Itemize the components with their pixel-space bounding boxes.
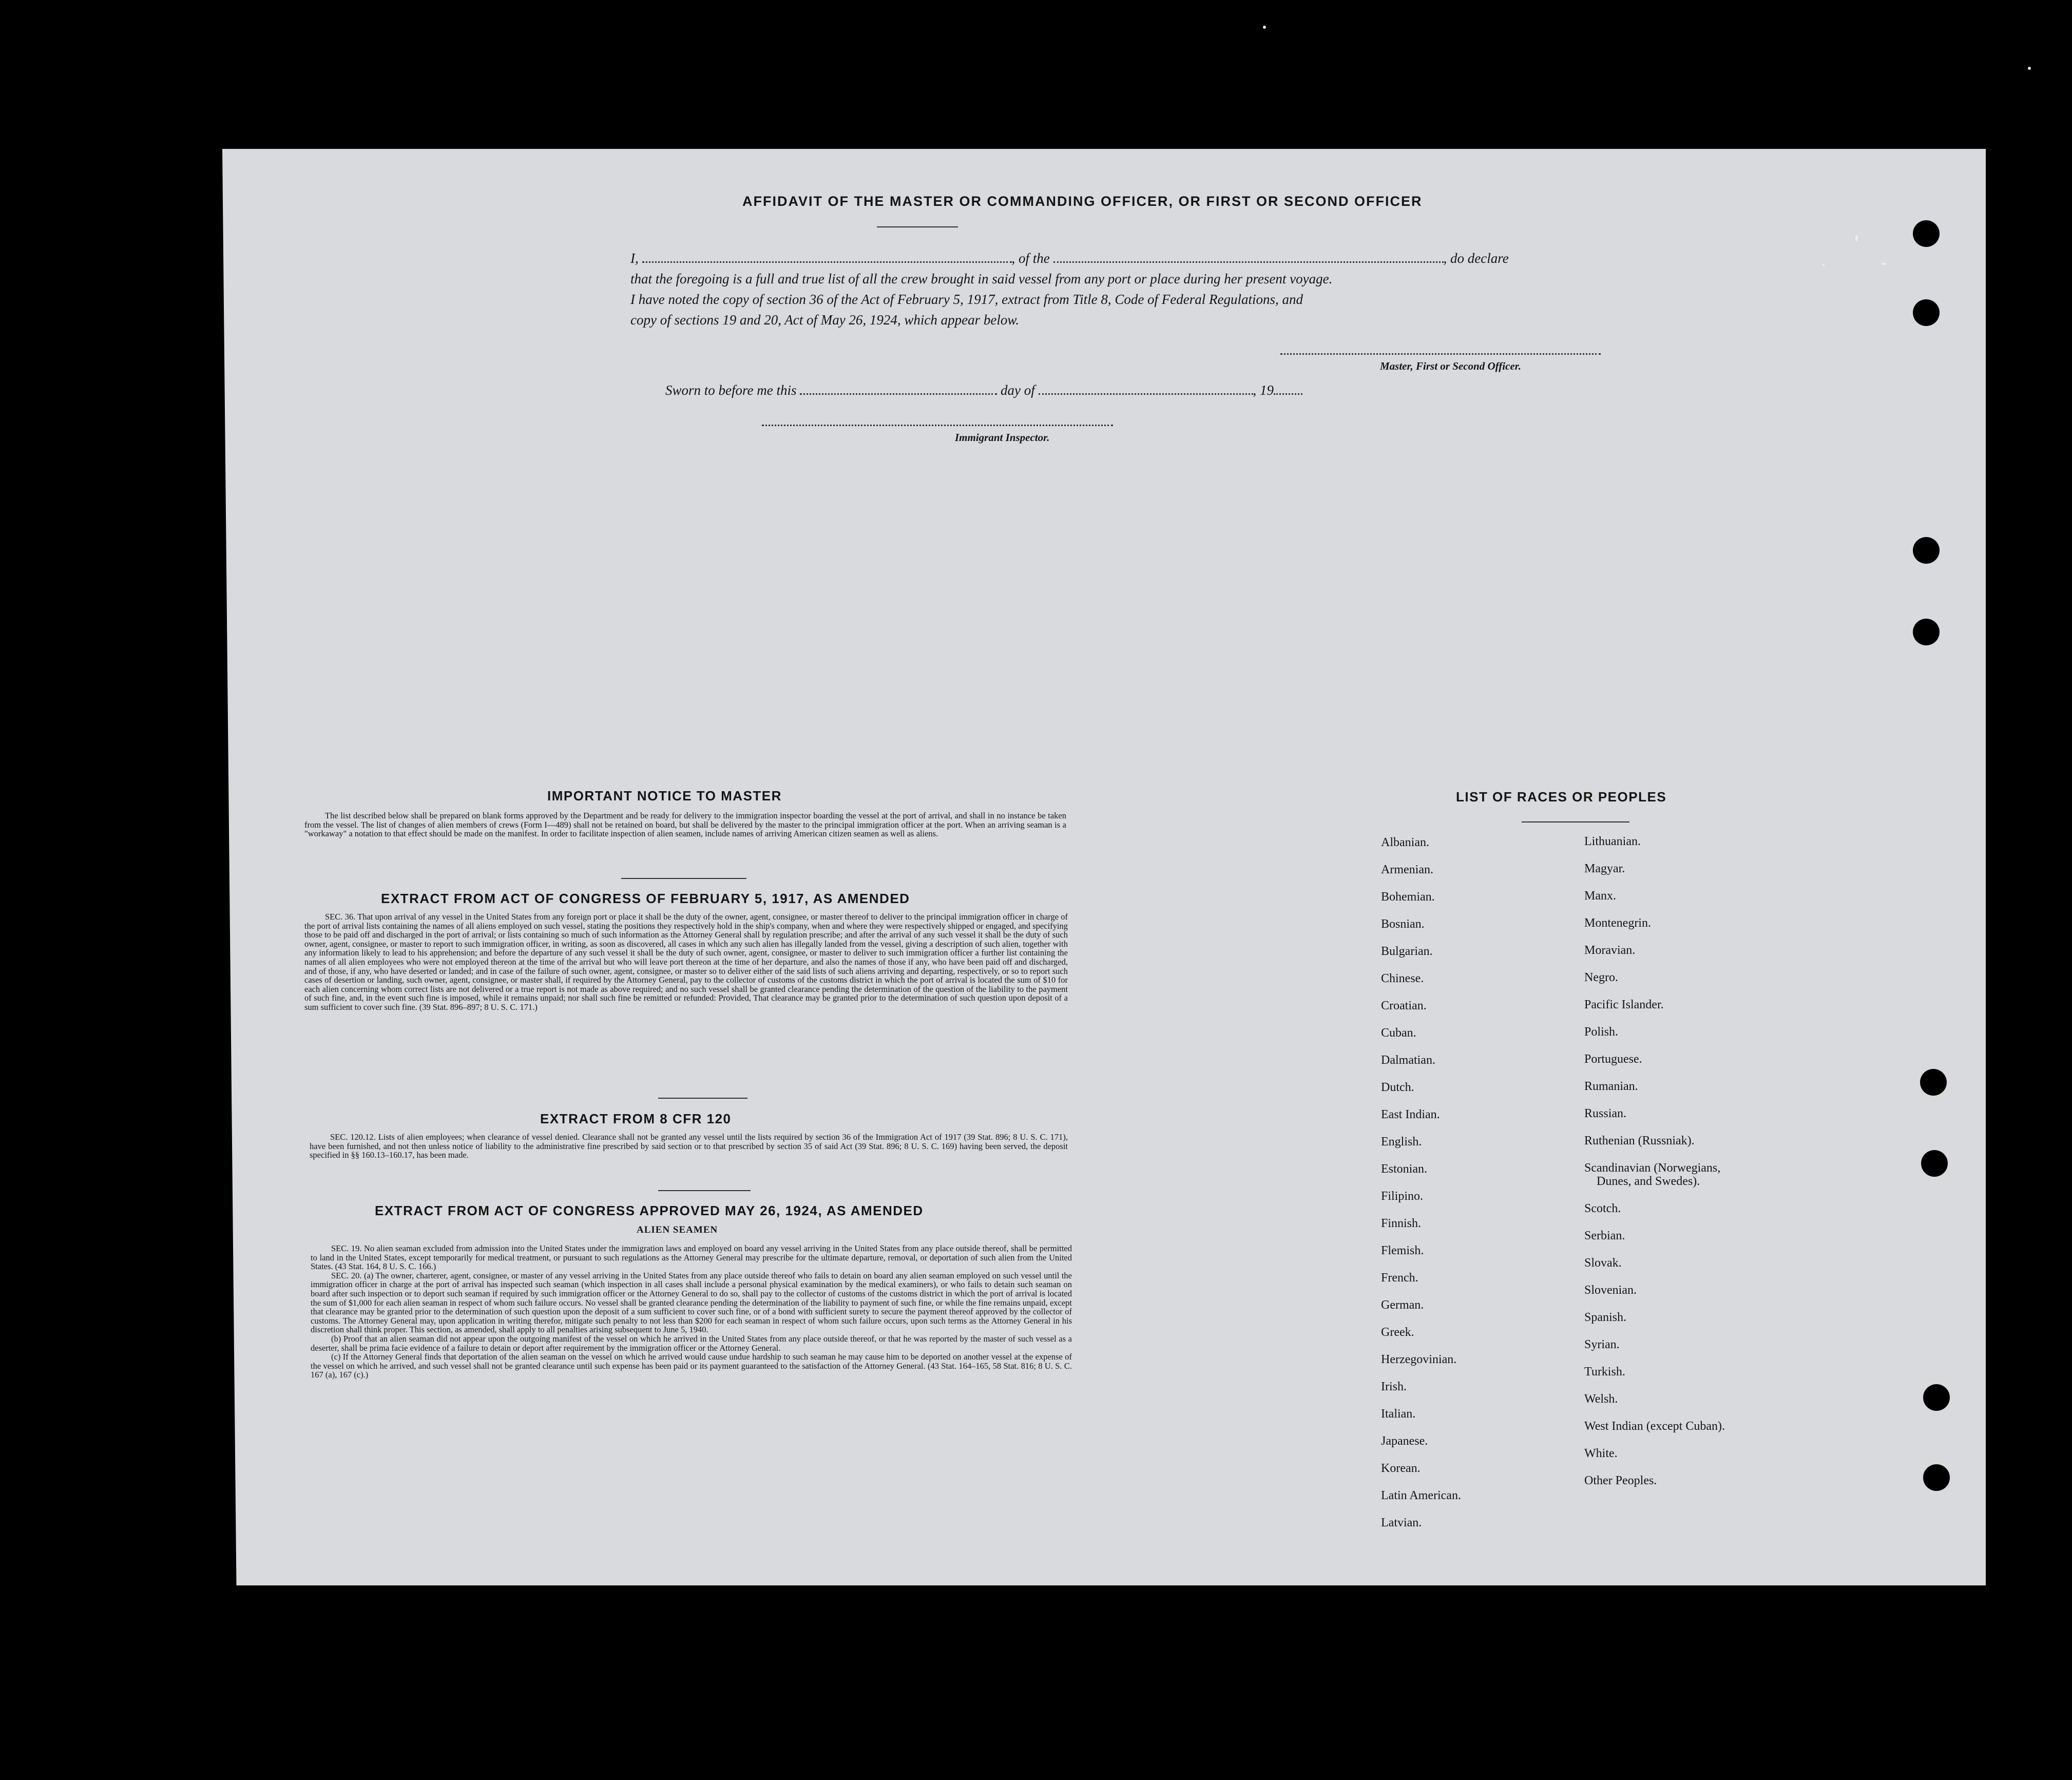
notice-text — [304, 811, 1066, 838]
race-item: Slovak. — [1584, 1256, 1622, 1270]
race-item: Serbian. — [1584, 1229, 1625, 1242]
race-item: Russian. — [1584, 1107, 1627, 1120]
race-item: Armenian. — [1381, 863, 1433, 876]
race-item: Portuguese. — [1584, 1052, 1642, 1066]
notice-title: IMPORTANT NOTICE TO MASTER — [547, 788, 782, 803]
affidavit-line-1 — [630, 248, 1602, 269]
divider — [658, 1190, 751, 1191]
dust-speck — [1263, 26, 1266, 29]
affidavit-declare-label: , do declare — [1443, 251, 1509, 266]
race-item: Dalmatian. — [1381, 1054, 1435, 1067]
master-caption: Master, First or Second Officer. — [1380, 360, 1521, 372]
section-120-12-paragraph: SEC. 120.12. Lists of alien employees; when clearance of vessel denied. Clearance shall not be granted any vessel until the lists required by section 36 of the Immigration Act of 1917 (39 Stat. 896; 8 U. S. C. 171), have been furnished, and not then unless notice of liability to the administrative fine prescribed by said section or to that prescribed by section 35 of said Act (39 Stat. 896; 8 U. S. C. 169) having been served, the deposit specified in §§ 160.13–160.17, has been made. — [310, 1132, 1068, 1160]
affidavit-body — [630, 248, 1602, 330]
affidavit-i-label: I, — [630, 251, 639, 266]
section-20a-paragraph: SEC. 20. (a) The owner, charterer, agent, consignee, or master of any vessel arriving in the United States from any place outside thereof who fails to detain on board any alien seaman employed on such vessel until the immigration officer in charge at the port of arrival has inspected such seaman (which inspection in all cases shall include a personal physical examination by the medical examiners), or who fails to detain such seaman on board after such inspection or to deport such seaman if required by such immigration officer or the Attorney General to do so, shall pay to the collector of customs of the customs district in which the port of arrival is located the sum of $1,000 for each alien seaman in respect of whom such failure occurs. No vessel shall be granted clearance pending the determination of the liability to payment of such fine, or while the fine remains unpaid, except that clearance may be granted prior to the determination of such question upon the deposit of a sum sufficient to cover such fine, or of a bond with sufficient surety to secure the payment thereof approved by the collector of customs. The Attorney General may, upon application in writing therefor, mitigate such penalty to not less than $200 for each seaman in respect of whom such failure occurs, upon such terms as the Attorney General in his discretion shall think proper. This section, as amended, shall apply to all penalties arising subsequent to June 5, 1940. — [311, 1270, 1072, 1335]
punch-hole — [1913, 537, 1940, 564]
year-label: , 19 — [1253, 382, 1274, 398]
race-item: Korean. — [1381, 1462, 1421, 1475]
race-item: Scotch. — [1584, 1202, 1621, 1215]
dust-speck — [2028, 67, 2031, 70]
race-item: Bohemian. — [1381, 890, 1435, 904]
sworn-day-blank[interactable] — [800, 386, 997, 395]
punch-hole — [1923, 1384, 1950, 1411]
race-item: Filipino. — [1381, 1190, 1424, 1203]
race-item: Manx. — [1584, 889, 1616, 903]
sworn-row — [665, 380, 1435, 400]
extract-1917-title: EXTRACT FROM ACT OF CONGRESS OF FEBRUARY 5, 1917, AS AMENDED — [381, 891, 910, 906]
race-item: West Indian (except Cuban). — [1584, 1420, 1725, 1433]
race-item: Dunes, and Swedes). — [1597, 1175, 1700, 1188]
races-right-column — [1584, 828, 1725, 1495]
extract-cfr-title: EXTRACT FROM 8 CFR 120 — [540, 1111, 732, 1126]
divider — [658, 1098, 747, 1099]
race-item: White. — [1584, 1447, 1618, 1460]
race-item: Cuban. — [1381, 1026, 1416, 1040]
section-36-paragraph: SEC. 36. That upon arrival of any vessel in the United States from any foreign port or place it shall be the duty of the owner, agent, consignee, or master thereof to deliver to the principal immigration officer in charge of the port of arrival lists containing the names of all aliens employed on such vessel, stating the positions they respectively hold in the ship's company, when and where they were respectively shipped or engaged, and specifying those to be paid off and discharged in the port of arrival; or lists containing so much of such information as the Attorney General shall by regulation prescribe; and after the arrival of any such vessel it shall be the duty of such owner, agent, consignee, or master to report to such immigration officer, in writing, as soon as discovered, all cases in which any such alien has illegally landed from the vessel, giving a description of such alien, together with any information likely to lead to his apprehension; and before the departure of any such vessel it shall be the duty of such owner, agent, consignee, or master to deliver to such immigration officer a further list containing the names of all alien employees who were not employed thereon at the time of the arrival but who will leave port thereon at the time of her departure, and also the names of those if any, who have been paid off and discharged, and of those, if any, who have deserted or landed; and in case of the failure of such owner, agent, consignee, or master so to deliver either of the said lists of such aliens arriving and departing, respectively, or so to report such cases of desertion or landing, such owner, agent, consignee, or master shall, if required by the Attorney General, pay to the collector of customs of the customs district in which the port of arrival is located the sum of $10 for each alien concerning whom correct lists are not delivered or a true report is not made as above required; and no such vessel shall be granted clearance pending the determination of the question of the liability to the payment of such fine, and, in the event such fine is imposed, while it remains unpaid; nor shall such fine be remitted or refunded: Provided, That clearance may be granted prior to the determination of such question upon deposit of a sum sufficient to cover such fine. (39 Stat. 896–897; 8 U. S. C. 171.) — [304, 912, 1068, 1012]
divider — [1522, 821, 1629, 822]
extract-1917-text — [304, 912, 1068, 1012]
race-item: Syrian. — [1584, 1338, 1620, 1351]
sworn-month-blank[interactable] — [1039, 386, 1253, 395]
punch-hole — [1923, 1464, 1950, 1491]
race-item: Irish. — [1381, 1380, 1407, 1393]
race-item: Chinese. — [1381, 972, 1424, 985]
section-20b-paragraph: (b) Proof that an alien seaman did not appear upon the outgoing manifest of the vessel on which he arrived in the United States from any place outside thereof, or that he was reported by the master of such vessel as a deserter, shall be prima facie evidence of a failure to detain or deport after requirement by the immigration officer or the Attorney General. — [311, 1333, 1072, 1353]
race-item: Bosnian. — [1381, 917, 1425, 931]
day-of-label: day of — [1001, 382, 1035, 398]
punch-hole — [1920, 1069, 1947, 1096]
section-19-paragraph: SEC. 19. No alien seaman excluded from admission into the United States under the immigration laws and employed on board any vessel arriving in the United States from any place outside thereof, shall be permitted to land in the United States, except temporarily for medical treatment, or pursuant to such regulations as the Attorney General may prescribe for the ultimate departure, removal, or deportation of such alien from the United States. (43 Stat. 164, 8 U. S. C. 166.) — [311, 1243, 1072, 1272]
race-item: Rumanian. — [1584, 1080, 1638, 1093]
race-item: German. — [1381, 1298, 1424, 1312]
notice-paragraph: The list described below shall be prepared on blank forms approved by the Department and be ready for delivery to the immigration inspector boarding the vessel at the port of arrival, and shall in no instance be taken from the vessel. The list of changes of alien members of crews (Form I—489) shall not be retained on board, but shall be delivered by the master to the principal immigration officer at the port. When an arriving seaman is a "workaway" a notation to that effect should be made on the manifest. In order to facilitate inspection of alien seamen, include names of arriving American citizen seamen as well as aliens. — [304, 811, 1066, 839]
race-item: Welsh. — [1584, 1392, 1618, 1406]
inspector-caption: Immigrant Inspector. — [955, 431, 1050, 444]
race-item: Greek. — [1381, 1326, 1414, 1339]
race-item: East Indian. — [1381, 1108, 1440, 1121]
punch-hole — [1913, 619, 1940, 645]
race-item: Spanish. — [1584, 1311, 1627, 1324]
inspector-signature-line[interactable] — [762, 425, 1113, 426]
race-item: Flemish. — [1381, 1244, 1424, 1257]
divider — [621, 878, 746, 879]
race-item: Bulgarian. — [1381, 945, 1433, 958]
race-item: Finnish. — [1381, 1217, 1422, 1230]
race-item: Polish. — [1584, 1025, 1619, 1039]
race-item: Negro. — [1584, 971, 1618, 984]
race-item: Moravian. — [1584, 944, 1636, 957]
race-item: Estonian. — [1381, 1162, 1427, 1176]
punch-hole — [1921, 1150, 1948, 1177]
race-item: Latvian. — [1381, 1516, 1422, 1529]
race-item: Dutch. — [1381, 1081, 1414, 1094]
race-item: Pacific Islander. — [1584, 998, 1664, 1011]
race-item: Scandinavian (Norwegians, — [1584, 1161, 1721, 1175]
race-item: Slovenian. — [1584, 1284, 1637, 1297]
race-item: Herzegovinian. — [1381, 1353, 1457, 1366]
race-item: Japanese. — [1381, 1434, 1428, 1448]
master-signature-line[interactable] — [1280, 353, 1601, 355]
race-item: Italian. — [1381, 1407, 1416, 1421]
alien-seamen-subtitle: ALIEN SEAMEN — [637, 1224, 718, 1235]
affidavit-line-2: that the foregoing is a full and true list of all the crew brought in said vessel from any port or place during her present voyage. — [630, 271, 1333, 286]
punch-hole — [1913, 299, 1940, 326]
race-item: Croatian. — [1381, 999, 1427, 1012]
race-item: Turkish. — [1584, 1365, 1625, 1379]
affidavit-of-the-label: , of the — [1011, 251, 1050, 266]
dust-speck — [1855, 235, 1858, 241]
divider — [877, 226, 958, 227]
extract-cfr-text — [310, 1133, 1068, 1160]
races-left-column — [1381, 829, 1461, 1537]
race-item: Montenegrin. — [1584, 916, 1651, 930]
dust-speck — [1881, 263, 1886, 265]
race-item: Albanian. — [1381, 836, 1429, 849]
name-blank[interactable] — [642, 254, 1012, 263]
extract-1924-title: EXTRACT FROM ACT OF CONGRESS APPROVED MAY 26, 1924, AS AMENDED — [375, 1203, 924, 1218]
affidavit-title: AFFIDAVIT OF THE MASTER OR COMMANDING OFFICER, OR FIRST OR SECOND OFFICER — [742, 194, 1423, 209]
section-20c-paragraph: (c) If the Attorney General finds that deportation of the alien seaman on the vessel on which he arrived would cause undue hardship to such seaman he may cause him to be deported on another vessel at the expense of the vessel on which he arrived, and such vessel shall not be granted clearance until such expense has been paid or its payment guaranteed to the satisfaction of the Attorney General. (43 Stat. 164–165, 58 Stat. 816; 8 U. S. C. 167 (a), 167 (c).) — [311, 1352, 1072, 1380]
vessel-blank[interactable] — [1053, 254, 1444, 263]
races-title: LIST OF RACES OR PEOPLES — [1456, 789, 1667, 805]
race-item: Ruthenian (Russniak). — [1584, 1134, 1695, 1147]
sworn-year-blank[interactable] — [1274, 386, 1302, 395]
sworn-label: Sworn to before me this — [665, 382, 797, 398]
race-item: English. — [1381, 1135, 1422, 1149]
race-item: Lithuanian. — [1584, 835, 1641, 848]
race-item: Magyar. — [1584, 862, 1625, 875]
punch-hole — [1913, 220, 1940, 247]
race-item: Other Peoples. — [1584, 1474, 1657, 1487]
affidavit-line-4: copy of sections 19 and 20, Act of May 26, 1924, which appear below. — [630, 312, 1020, 328]
race-item: French. — [1381, 1271, 1418, 1285]
extract-1924-text — [311, 1244, 1072, 1380]
race-item: Latin American. — [1381, 1489, 1461, 1502]
affidavit-line-3: I have noted the copy of section 36 of the Act of February 5, 1917, extract from Title 8, Code of Federal Regulations, and — [630, 292, 1303, 307]
dust-speck — [1822, 264, 1825, 266]
